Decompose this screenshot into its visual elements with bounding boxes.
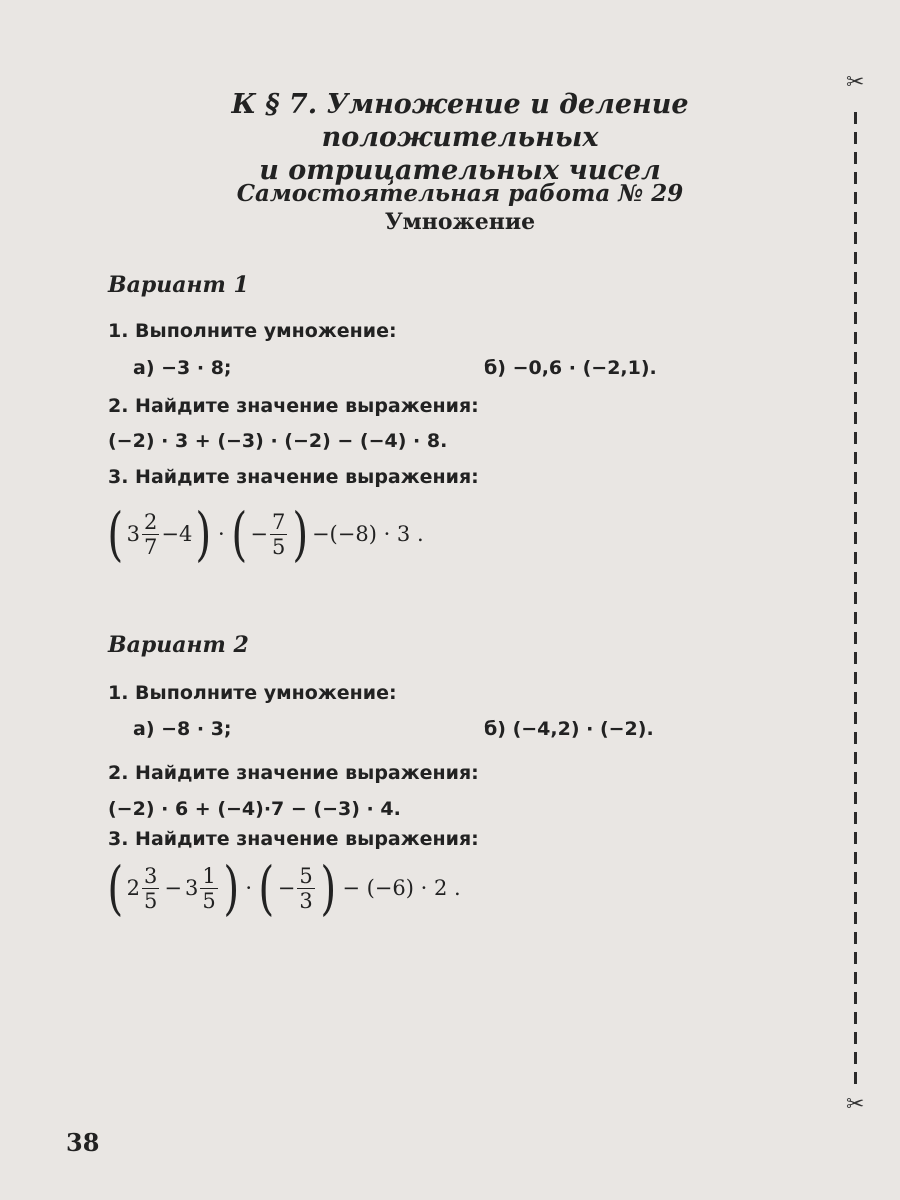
denominator: 5 (271, 534, 286, 559)
denominator: 3 (299, 888, 313, 913)
variant-2-task-3: 3. Найдите значение выражения: (108, 828, 479, 850)
variant-1-task-1: 1. Выполните умножение: (108, 320, 397, 342)
right-paren: ) (292, 500, 309, 568)
fraction (200, 864, 217, 913)
mixed-whole: 3 (126, 522, 141, 546)
left-paren: ( (107, 854, 124, 922)
left-paren: ( (231, 500, 247, 568)
variant-1-task-1-a: а) −3 · 8; (133, 357, 232, 379)
minus-sign: − (164, 876, 182, 900)
fraction (297, 864, 314, 913)
mixed-whole: 2 (126, 876, 141, 900)
scissors-icon: ✂ (846, 70, 865, 95)
left-paren: ( (258, 854, 275, 922)
variant-2-task-1-a: а) −8 · 3; (133, 718, 232, 740)
multiply-dot: · (245, 876, 253, 900)
variant-1-task-3: 3. Найдите значение выражения: (108, 466, 479, 488)
variant-2-task-2: 2. Найдите значение выражения: (108, 762, 479, 784)
variant-1-heading: Вариант 1 (108, 272, 249, 298)
variant-1-task-3-formula (104, 502, 424, 566)
numerator: 5 (299, 863, 313, 888)
variant-2-task-2-expression: (−2) · 6 + (−4)·7 − (−3) · 4. (108, 798, 401, 820)
work-title: Самостоятельная работа № 29 (236, 180, 684, 207)
denominator: 5 (202, 888, 216, 913)
variant-1-task-1-b: б) −0,6 · (−2,1). (484, 357, 657, 379)
multiply-dot: · (218, 522, 225, 546)
variant-1-task-2-expression: (−2) · 3 + (−3) · (−2) − (−4) · 8. (108, 430, 448, 452)
variant-2-task-1: 1. Выполните умножение: (108, 682, 397, 704)
numerator: 2 (144, 509, 158, 534)
variant-2-task-3-formula (104, 856, 464, 920)
right-paren: ) (320, 854, 336, 922)
numerator: 7 (271, 509, 286, 534)
fraction (142, 510, 159, 559)
variant-2-task-1-b: б) (−4,2) · (−2). (484, 718, 654, 740)
chapter-title-line-2: и отрицательных чисел (259, 155, 661, 186)
formula-tail: − (−6) · 2 . (342, 876, 461, 900)
denominator: 5 (144, 888, 158, 913)
numerator: 3 (144, 863, 158, 888)
formula-tail: −(−8) · 3 . (311, 522, 424, 546)
page-number: 38 (66, 1128, 100, 1157)
minus-sign: − (277, 876, 296, 900)
fraction (142, 864, 159, 913)
mixed-whole: 3 (185, 876, 199, 900)
denominator: 7 (144, 534, 158, 559)
minus-sign: − (250, 522, 268, 546)
chapter-title (90, 88, 830, 187)
cut-line (854, 112, 857, 1090)
variant-2-heading: Вариант 2 (108, 632, 249, 658)
chapter-title-line-1: К § 7. Умножение и деление положительных (231, 89, 689, 153)
minus-term: −4 (161, 522, 193, 546)
variant-1-task-2: 2. Найдите значение выражения: (108, 395, 479, 417)
work-topic: Умножение (384, 209, 536, 235)
right-paren: ) (195, 500, 212, 568)
numerator: 1 (202, 863, 216, 888)
left-paren: ( (107, 500, 124, 568)
scissors-icon: ✂ (846, 1092, 865, 1117)
fraction (270, 510, 287, 559)
right-paren: ) (223, 854, 239, 922)
